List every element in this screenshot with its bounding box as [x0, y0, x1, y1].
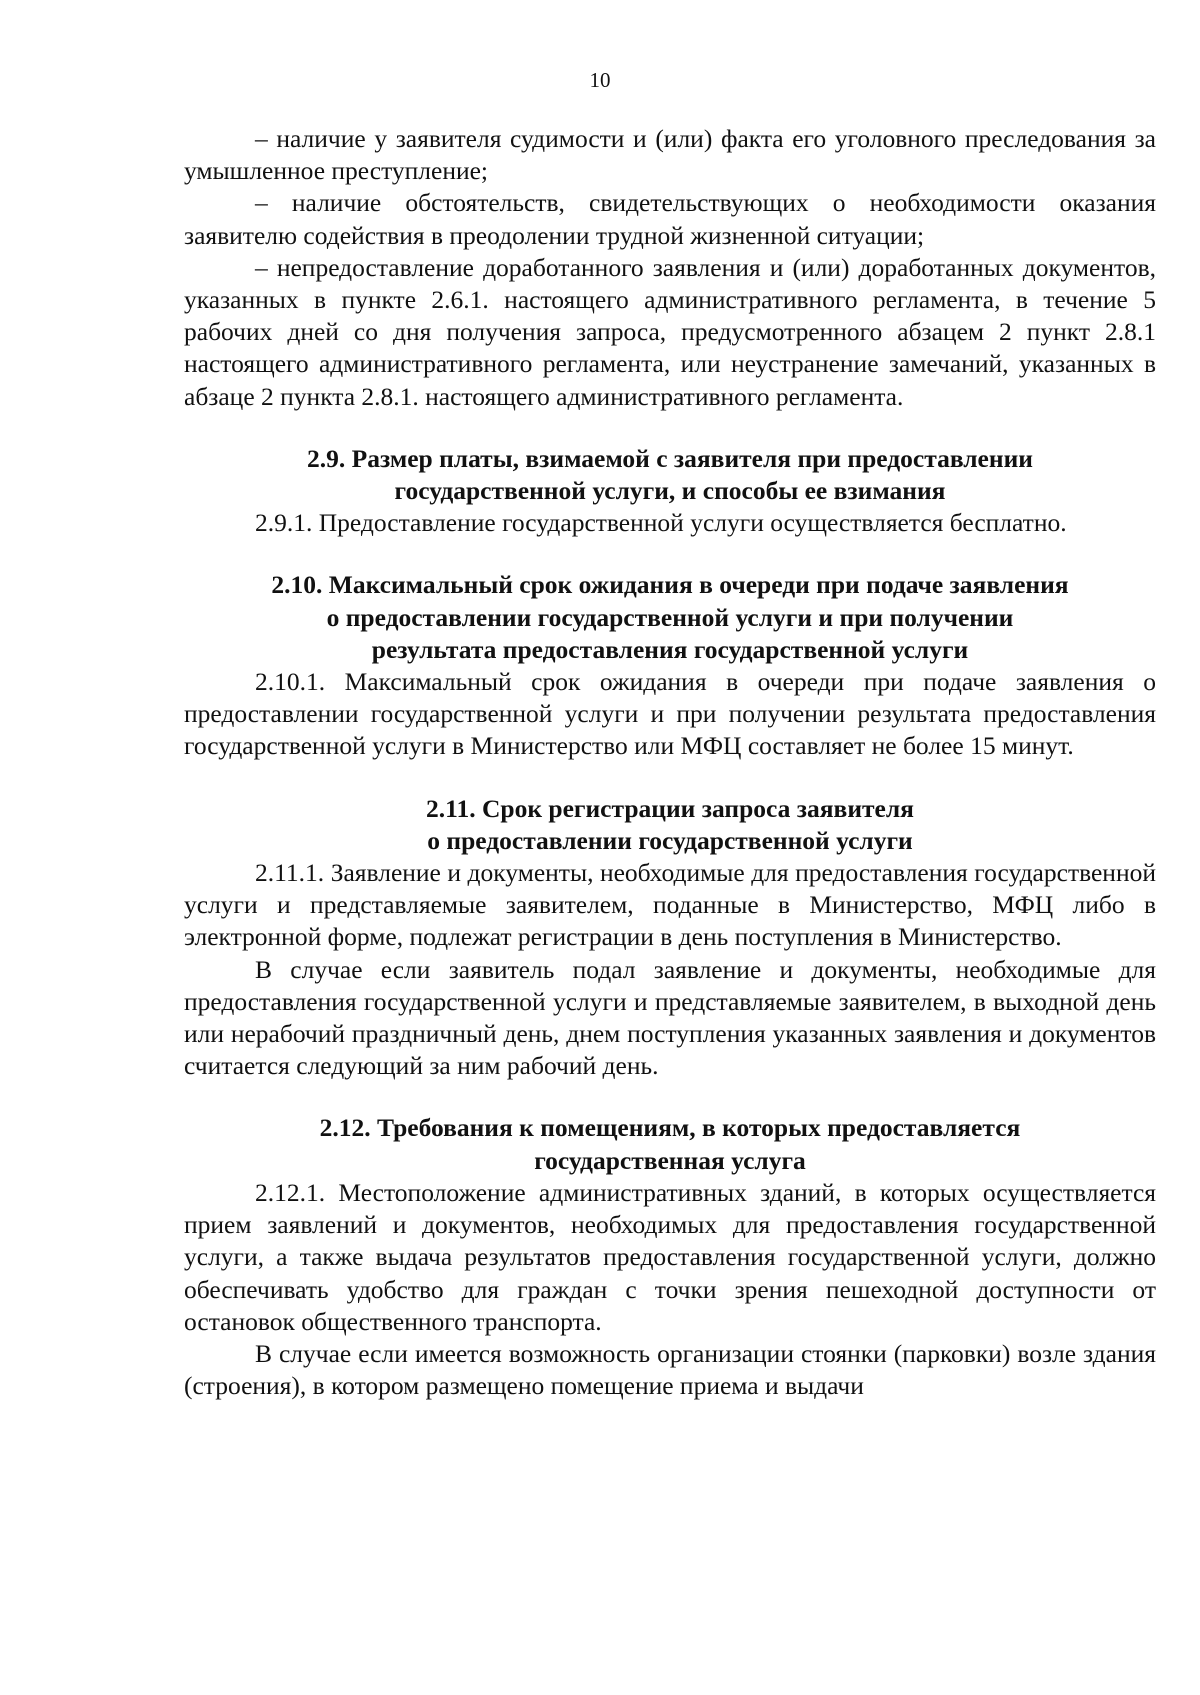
- heading-line: 2.12. Требования к помещениям, в которых предоставляется: [319, 1113, 1021, 1143]
- page-number: 10: [589, 68, 611, 92]
- paragraph-2-10-1: 2.10.1. Максимальный срок ожидания в очереди при подаче заявления о предоставлении государственной услуги и при получении результата предоставления государственной услуги в Министерство или МФЦ составляет не более 15 минут.: [184, 667, 1156, 761]
- heading-line: государственная услуга: [534, 1145, 806, 1175]
- paragraph-criminal-record: – наличие у заявителя судимости и (или) факта его уголовного преследования за умышленное преступление;: [184, 124, 1156, 186]
- section-heading-2-12: [184, 1112, 1156, 1176]
- heading-line: 2.11. Срок регистрации запроса заявителя: [426, 793, 914, 823]
- paragraph-2-11-1: 2.11.1. Заявление и документы, необходимые для предоставления государственной услуги и представляемые заявителем, поданные в Министерство, МФЦ либо в электронной форме, подлежат регистрации в день поступления в Министерство.: [184, 858, 1156, 952]
- spacer: [184, 763, 1156, 793]
- spacer: [184, 539, 1156, 569]
- heading-line: 2.10. Максимальный срок ожидания в очереди при подаче заявления: [271, 570, 1069, 600]
- paragraph-difficult-situation: – наличие обстоятельств, свидетельствующих о необходимости оказания заявителю содействия в преодолении трудной жизненной ситуации;: [184, 188, 1156, 250]
- spacer: [184, 1082, 1156, 1112]
- heading-line: государственной услуги, и способы ее взимания: [394, 476, 946, 506]
- spacer: [184, 413, 1156, 443]
- heading-line: о предоставлении государственной услуги и при получении: [326, 602, 1014, 632]
- paragraph-2-12-1: 2.12.1. Местоположение административных зданий, в которых осуществляется прием заявлений и документов, необходимых для предоставления государственной услуги, а также выдача результатов предоставления государственной услуги, должно обеспечивать удобство для граждан с точки зрения пешеходной доступности от остановок общественного транспорта.: [184, 1177, 1156, 1336]
- paragraph-2-12-parking: В случае если имеется возможность организации стоянки (парковки) возле здания (строения), в котором размещено помещение приема и выдачи: [184, 1338, 1156, 1401]
- paragraph-non-submission: – непредоставление доработанного заявления и (или) доработанных документов, указанных в пункте 2.6.1. настоящего административного регламента, в течение 5 рабочих дней со дня получения запроса, предусмотренного абзацем 2 пункт 2.8.1 настоящего административного регламента, или неустранение замечаний, указанных в абзаце 2 пункта 2.8.1. настоящего административного регламента.: [184, 252, 1156, 411]
- heading-line: 2.9. Размер платы, взимаемой с заявителя при предоставлении: [307, 443, 1033, 473]
- heading-line: результата предоставления государственной услуги: [371, 634, 969, 664]
- heading-line: о предоставлении государственной услуги: [427, 825, 913, 855]
- paragraph-2-9-1: 2.9.1. Предоставление государственной услуги осуществляется бесплатно.: [255, 508, 1067, 538]
- document-body: [184, 123, 1156, 1402]
- paragraph-2-11-weekend: В случае если заявитель подал заявление и документы, необходимые для предоставления государственной услуги и представляемые заявителем, в выходной день или нерабочий праздничный день, днем поступления указанных заявления и документов считается следующий за ним рабочий день.: [184, 954, 1156, 1081]
- section-heading-2-9: [184, 443, 1156, 507]
- section-heading-2-11: [184, 793, 1156, 857]
- section-heading-2-10: [184, 569, 1156, 666]
